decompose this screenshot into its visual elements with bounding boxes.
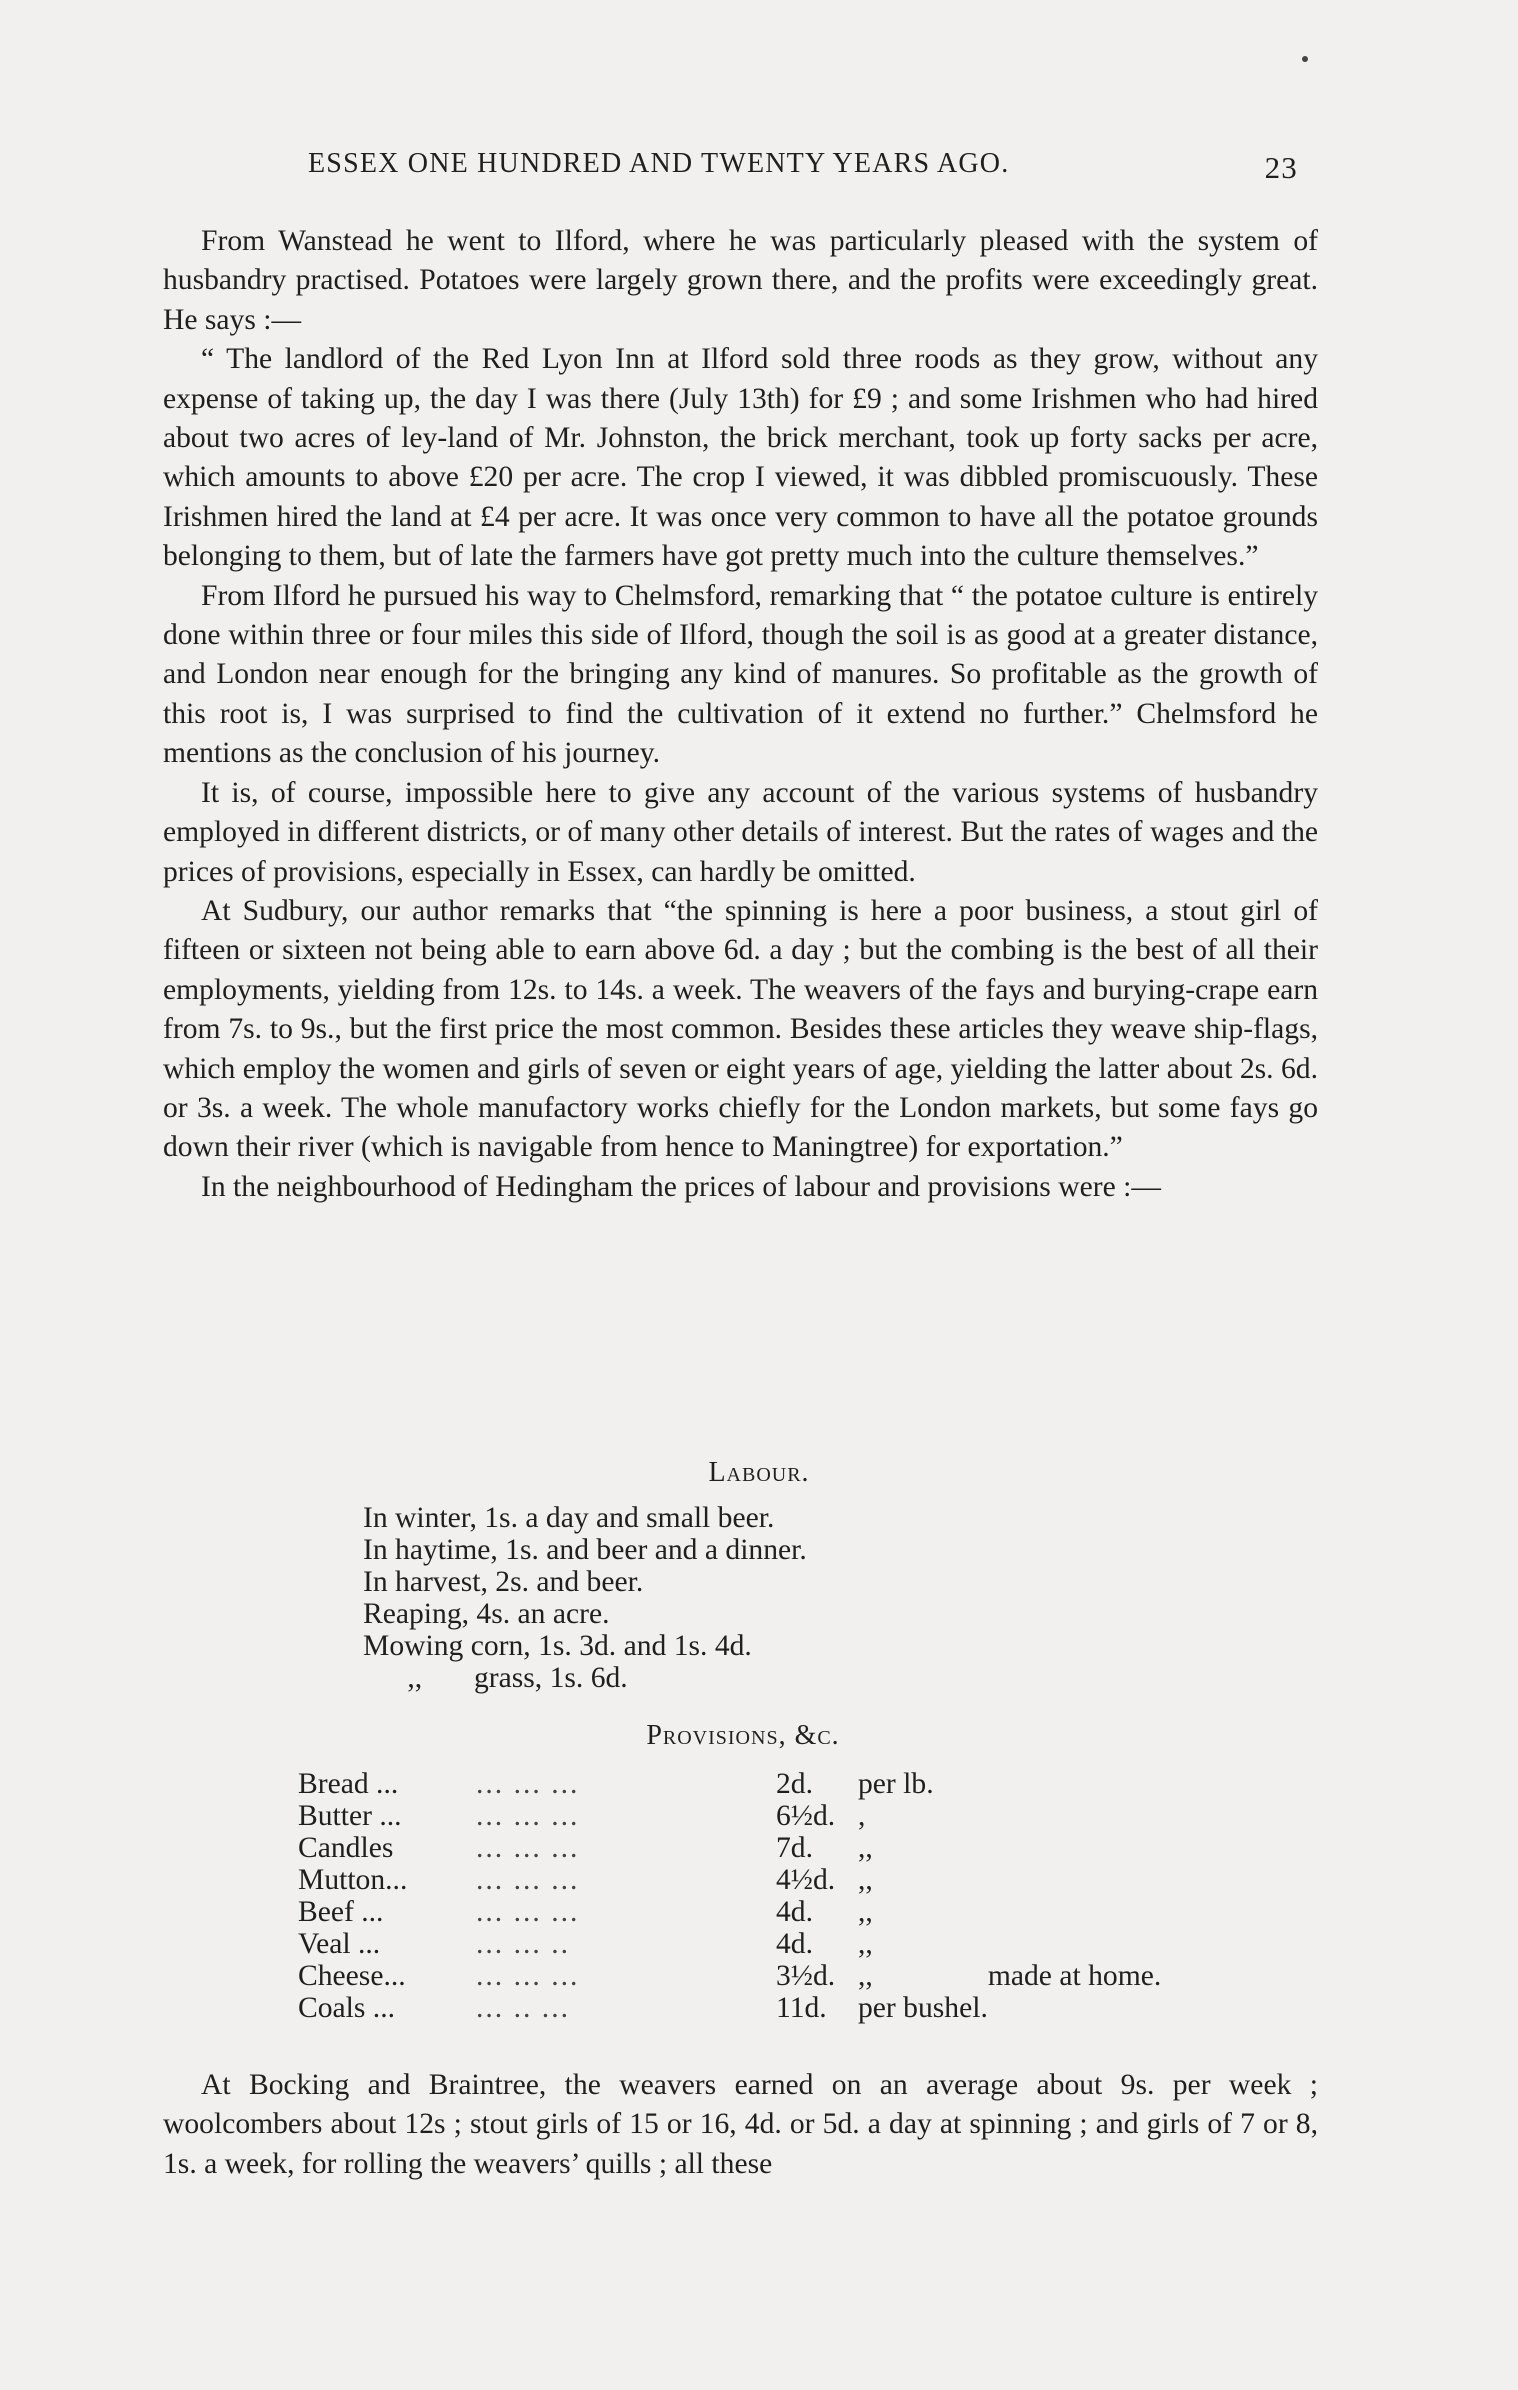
leader-dots: ... ... ... (476, 1960, 580, 1992)
paragraph-bocking: At Bocking and Braintree, the weavers earned on an average about 9s. per week ; woolcombers about 12s ; stout girls of 15 or 16, 4d. or 5d. a day at spinning ; and girls of 7 or 8, 1s. a week, for rolling the weavers’ quills ; all these (163, 2069, 1318, 2180)
provision-note (988, 1768, 1161, 1800)
provision-price: 4d. (776, 1928, 813, 1960)
table-row (298, 1960, 1161, 1992)
labour-item: In haytime, 1s. and beer and a dinner. (363, 1534, 807, 1566)
provision-item: Beef ... (298, 1896, 384, 1928)
provision-note (988, 1864, 1161, 1896)
provision-price: 6½d. (776, 1800, 836, 1832)
paragraph-husbandry: It is, of course, impossible here to give any account of the various systems of husbandry employed in different districts, or of many other details of interest. But the rates of wages and the prices of provisions, especially in Essex, can hardly be omitted. (163, 776, 1318, 888)
leader-dots: ... .. ... (476, 1992, 570, 2024)
table-row (298, 1768, 1161, 1800)
provision-unit: ,, (858, 1864, 873, 1896)
provision-unit: ,, (858, 1960, 873, 1992)
provision-item: Bread ... (298, 1768, 399, 1800)
paragraph-quote-ilford: “ The landlord of the Red Lyon Inn at Ilford sold three roods as they grow, without any expense of taking up, the day I was there (July 13th) for £9 ; and some Irishmen who had hired about two acres of ley-land of Mr. Johnston, the brick merchant, took up forty sacks per acre, which amounts to above £20 per acre. The crop I viewed, it was dibbled promiscuously. These Irishmen hired the land at £4 per acre. It was once very common to have all the potatoe grounds belonging to them, but of late the farmers have got pretty much into the culture themselves.” (163, 343, 1318, 573)
body-text (163, 222, 1318, 1207)
labour-item: Mowing corn, 1s. 3d. and 1s. 4d. (363, 1630, 752, 1662)
provision-note: made at home. (987, 1960, 1162, 1992)
paragraph-sudbury: At Sudbury, our author remarks that “the spinning is here a poor business, a stout girl of fifteen or sixteen not being able to earn above 6d. a day ; but the combing is the best of all their employments, yielding from 12s. to 14s. a week. The weavers of the fays and burying-crape earn from 7s. to 9s., but the first price the most common. Besides these articles they weave ship-flags, which employ the women and girls of seven or eight years of age, yielding the latter about 2s. 6d. or 3s. a week. The whole manufactory works chiefly for the London markets, but some fays go down their river (which is navigable from hence to Maningtree) for exportation.” (163, 894, 1318, 1164)
labour-list (363, 1502, 807, 1694)
provision-item: Butter ... (298, 1800, 402, 1832)
provision-item: Mutton... (298, 1864, 408, 1896)
labour-item: ,, grass, 1s. 6d. (363, 1662, 628, 1694)
leader-dots: ... ... ... (476, 1768, 580, 1800)
provision-unit: ,, (858, 1832, 873, 1864)
leader-dots: ... ... ... (476, 1864, 580, 1896)
page-number: 23 (1264, 150, 1298, 185)
provisions-table (298, 1768, 1161, 2024)
table-row (298, 1928, 1161, 1960)
provision-price: 11d. (776, 1992, 827, 2024)
provision-unit: per bushel. (858, 1992, 988, 2024)
leader-dots: ... ... ... (476, 1832, 580, 1864)
provision-price: 4d. (776, 1896, 813, 1928)
paragraph-chelmsford: From Ilford he pursued his way to Chelmsford, remarking that “ the potatoe culture is entirely done within three or four miles this side of Ilford, though the soil is as good at a greater distance, and London near enough for the bringing any kind of manures. So profitable as the growth of this root is, I was surprised to find the cultivation of it extend no further.” Chelmsford he mentions as the conclusion of his journey. (163, 579, 1318, 770)
provision-note (988, 1800, 1161, 1832)
paragraph-hedingham: In the neighbourhood of Hedingham the prices of labour and provisions were :— (201, 1170, 1161, 1203)
table-row (298, 1992, 1161, 2024)
leader-dots: ... ... .. (476, 1928, 570, 1960)
provision-item: Candles (298, 1832, 394, 1864)
provision-item: Cheese... (298, 1960, 406, 1992)
labour-heading: Labour. (708, 1457, 810, 1488)
provision-price: 4½d. (776, 1864, 836, 1896)
table-row (298, 1864, 1161, 1896)
leader-dots: ... ... ... (476, 1896, 580, 1928)
provision-note (988, 1928, 1161, 1960)
paragraph-wanstead: From Wanstead he went to Ilford, where he was particularly pleased with the system of husbandry practised. Potatoes were largely grown there, and the profits were exceedingly great. He says :— (163, 225, 1318, 336)
labour-item: In winter, 1s. a day and small beer. (363, 1502, 775, 1534)
provision-unit: ,, (858, 1896, 873, 1928)
table-row (298, 1896, 1161, 1928)
table-row (298, 1832, 1161, 1864)
provision-price: 3½d. (776, 1960, 836, 1992)
page-speck (1302, 56, 1308, 62)
provision-item: Coals ... (298, 1992, 396, 2024)
provision-unit: per lb. (858, 1768, 934, 1800)
closing-text (163, 2066, 1318, 2184)
provision-note (988, 1832, 1161, 1864)
labour-item: Reaping, 4s. an acre. (363, 1598, 610, 1630)
provision-price: 7d. (776, 1832, 813, 1864)
provision-item: Veal ... (298, 1928, 381, 1960)
provision-note (988, 1992, 1161, 2024)
provision-unit: ,, (858, 1928, 873, 1960)
labour-item: In harvest, 2s. and beer. (363, 1566, 644, 1598)
running-title: ESSEX ONE HUNDRED AND TWENTY YEARS AGO. (308, 148, 1010, 179)
provision-price: 2d. (776, 1768, 813, 1800)
leader-dots: ... ... ... (476, 1800, 580, 1832)
provisions-heading: Provisions, &c. (646, 1720, 840, 1751)
provision-note (988, 1896, 1161, 1928)
provision-unit: , (858, 1800, 866, 1832)
table-row (298, 1800, 1161, 1832)
